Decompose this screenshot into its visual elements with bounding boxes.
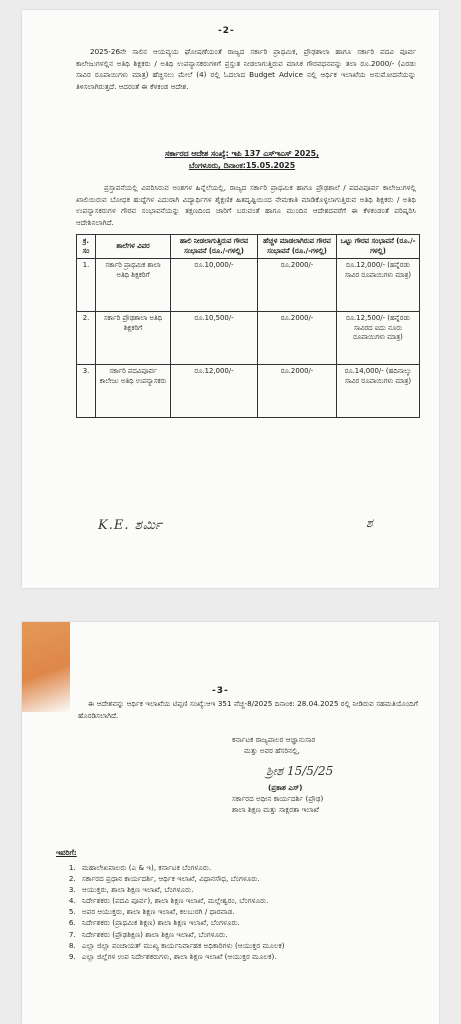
authority-block	[232, 734, 422, 756]
cell-current: ರೂ.12,000/-	[171, 365, 258, 418]
list-item: 7. ನಿರ್ದೇಶಕರು (ಪ್ರೌಢಶಿಕ್ಷಣ) ಶಾಲಾ ಶಿಕ್ಷಣ ಇಲಾಖೆ, ಬೆಂಗಳೂರು.	[78, 929, 438, 940]
table-row	[77, 312, 420, 365]
list-item: 5. ಅಪರ ಆಯುಕ್ತರು, ಶಾಲಾ ಶಿಕ್ಷಣ ಇಲಾಖೆ, ಕಲಬುರಗಿ / ಧಾರವಾಡ.	[78, 906, 438, 917]
cell-total: ರೂ.12,500/- (ಹನ್ನೆರಡು ಸಾವಿರದ ಐದು ನೂರು ರೂಪಾಯಿಗಳು ಮಾತ್ರ)	[337, 312, 420, 365]
copy-list	[62, 862, 438, 962]
header-total: ಒಟ್ಟು ಗೌರವ ಸಂಭಾವನೆ (ರೂ./-ಗಳಲ್ಲಿ)	[337, 235, 420, 259]
authority-line: ಕರ್ನಾಟಕ ರಾಜ್ಯಪಾಲರ ಆಜ್ಞಾನುಸಾರ	[232, 735, 316, 744]
honorarium-table	[76, 234, 420, 418]
document-page-3	[22, 622, 439, 1024]
page-number: -2-	[218, 26, 235, 36]
cell-category: ಸರ್ಕಾರಿ ಪ್ರಾಥಮಿಕ ಶಾಲಾ ಅತಿಥಿ ಶಿಕ್ಷಕರಿಗೆ	[96, 259, 171, 312]
cell-current: ರೂ.10,000/-	[171, 259, 258, 312]
cell-category: ಸರ್ಕಾರಿ ಪದವಿಪೂರ್ವ ಕಾಲೇಜು ಅತಿಥಿ ಉಪನ್ಯಾಸಕರು	[96, 365, 171, 418]
order-number: ಸರ್ಕಾರದ ಆದೇಶ ಸಂಖ್ಯೆ: ಇಪಿ 137 ಎಸ್‌ಇಎಸ್ 2025,	[164, 149, 320, 158]
cell-serial: 1.	[77, 259, 96, 312]
header-current-honorarium: ಹಾಲಿ ನೀಡಲಾಗುತ್ತಿರುವ ಗೌರವ ಸಂಭಾವನೆ (ರೂ./-ಗಳಲ್ಲಿ)	[171, 235, 258, 259]
cell-increase: ರೂ.2000/-	[258, 259, 337, 312]
table-header-row	[77, 235, 420, 259]
authority-line: ಮತ್ತು ಅವರ ಹೆಸರಿನಲ್ಲಿ,	[244, 746, 300, 756]
page-number: -3-	[212, 686, 229, 696]
initials-signature: K.E. ಶರ್ಮಿ	[98, 518, 163, 533]
cell-total: ರೂ.14,000/- (ಹದಿನಾಲ್ಕು ಸಾವಿರ ರೂಪಾಯಿಗಳು ಮಾತ್ರ)	[337, 365, 420, 418]
signatory-name: (ಪ್ರಕಾಶ ಎಸ್)	[268, 783, 303, 792]
handwritten-signature: ಶ್ರೀಶ 15/5/25	[266, 764, 334, 778]
list-item: 4. ನಿರ್ದೇಶಕರು (ಪದವಿ ಪೂರ್ವ), ಶಾಲಾ ಶಿಕ್ಷಣ ಇಲಾಖೆ, ಮಲ್ಲೇಶ್ವರಂ, ಬೆಂಗಳೂರು.	[78, 895, 438, 906]
signatory-department: ಶಾಲಾ ಶಿಕ್ಷಣ ಮತ್ತು ಸಾಕ್ಷರತಾ ಇಲಾಖೆ	[232, 805, 320, 815]
signatory-block	[232, 782, 422, 816]
concurrence-paragraph: ಈ ಆದೇಶವನ್ನು ಆರ್ಥಿಕ ಇಲಾಖೆಯ ಟಿಪ್ಪಣಿ ಸಂಖ್ಯೆ:ಆಇ 351 ವೆಚ್ಚ-8/2025 ದಿನಾಂಕ: 28.04.2025 ರಲ್ಲಿ ನೀಡಿರುವ ಸಹಮತಿಯೊಂದಿಗೆ ಹೊರಡಿಸಲಾಗಿದೆ.	[78, 699, 418, 720]
order-heading	[112, 148, 372, 172]
list-item: 9. ಎಲ್ಲಾ ಜಿಲ್ಲೆಗಳ ಉಪ ನಿರ್ದೇಶಕರುಗಳು, ಶಾಲಾ ಶಿಕ್ಷಣ ಇಲಾಖೆ (ಆಯುಕ್ತರ ಮೂಲಕ).	[78, 951, 438, 962]
list-item: 6. ನಿರ್ದೇಶಕರು (ಪ್ರಾಥಮಿಕ ಶಿಕ್ಷಣ) ಶಾಲಾ ಶಿಕ್ಷಣ ಇಲಾಖೆ, ಬೆಂಗಳೂರು.	[78, 917, 438, 928]
cell-current: ರೂ.10,500/-	[171, 312, 258, 365]
document-page-2	[22, 10, 439, 588]
copies-title: ಇವರಿಗೆ:	[56, 848, 77, 857]
signatory-designation: ಸರ್ಕಾರದ ಅಧೀನ ಕಾರ್ಯದರ್ಶಿ (ಪ್ರೌಢ)	[232, 794, 324, 804]
cell-total: ರೂ.12,000/- (ಹನ್ನೆರಡು ಸಾವಿರ ರೂಪಾಯಿಗಳು ಮಾತ್ರ)	[337, 259, 420, 312]
cell-category: ಸರ್ಕಾರಿ ಪ್ರೌಢಶಾಲಾ ಅತಿಥಿ ಶಿಕ್ಷಕರಿಗೆ	[96, 312, 171, 365]
list-item: 2. ಸರ್ಕಾರದ ಪ್ರಧಾನ ಕಾರ್ಯದರ್ಶಿ, ಆರ್ಥಿಕ ಇಲಾಖೆ, ವಿಧಾನಸೌಧ, ಬೆಂಗಳೂರು.	[78, 873, 438, 884]
list-item: 3. ಆಯುಕ್ತರು, ಶಾಲಾ ಶಿಕ್ಷಣ ಇಲಾಖೆ, ಬೆಂಗಳೂರು.	[78, 884, 438, 895]
initials-mark: ಶ	[366, 516, 373, 530]
cell-increase: ರೂ.2000/-	[258, 312, 337, 365]
header-school-details: ಶಾಲೆಗಳ ವಿವರ	[96, 235, 171, 259]
order-body-paragraph: ಪ್ರಸ್ತಾವನೆಯಲ್ಲಿ ವಿವರಿಸಿರುವ ಅಂಶಗಳ ಹಿನ್ನೆಲೆಯಲ್ಲಿ, ರಾಜ್ಯದ ಸರ್ಕಾರಿ ಪ್ರಾಥಮಿಕ ಹಾಗೂ ಪ್ರೌಢಶಾಲೆ / ಪದವಿಪೂರ್ವ ಕಾಲೇಜುಗಳಲ್ಲಿ ಖಾಲಿಯಿರುವ ಬೋಧಕ ಹುದ್ದೆಗಳ ಎದುರಾಗಿ ವಿದ್ಯಾರ್ಥಿಗಳ ಶೈಕ್ಷಣಿಕ ಹಿತದೃಷ್ಟಿಯಿಂದ ನೇಮಕಾತಿ ಮಾಡಿಕೊಳ್ಳಲಾಗುತ್ತಿರುವ ಅತಿಥಿ ಶಿಕ್ಷಕರು / ಅತಿಥಿ ಉಪನ್ಯಾಸಕರುಗಳ ಗೌರವ ಸಂಭಾವನೆಯನ್ನು ತಕ್ಷಣದಿಂದ ಜಾರಿಗೆ ಬರುವಂತೆ ಹಾಗೂ ಮುಂದಿನ ಆದೇಶದವರೆಗೆ ಈ ಕೆಳಕಂಡಂತೆ ಪರಿಷ್ಕರಿಸಿ ಆದೇಶಿಸಲಾಗಿದೆ.	[76, 183, 416, 227]
header-increase: ಹೆಚ್ಚಳ ಮಾಡಲಾಗಿರುವ ಗೌರವ ಸಂಭಾವನೆ (ರೂ./-ಗಳಲ್ಲಿ)	[258, 235, 337, 259]
header-serial: ಕ್ರ. ಸಂ	[77, 235, 96, 259]
cell-serial: 3.	[77, 365, 96, 418]
cell-increase: ರೂ.2000/-	[258, 365, 337, 418]
list-item: 1. ಮಹಾಲೇಖಪಾಲರು (ಎ & ಇ), ಕರ್ನಾಟಕ ಬೆಂಗಳೂರು.	[78, 862, 438, 873]
table-row	[77, 365, 420, 418]
table-row	[77, 259, 420, 312]
list-item: 8. ಎಲ್ಲಾ ಜಿಲ್ಲಾ ಪಂಚಾಯತ್ ಮುಖ್ಯ ಕಾರ್ಯನಿರ್ವಾಹಕ ಅಧಿಕಾರಿಗಳು (ಆಯುಕ್ತರ ಮೂಲಕ)	[78, 940, 438, 951]
order-date: ಬೆಂಗಳೂರು, ದಿನಾಂಕ:15.05.2025	[188, 161, 296, 170]
page-corner-shade	[22, 622, 70, 712]
intro-paragraph: 2025-26ನೇ ಸಾಲಿನ ಆಯವ್ಯಯ ಘೋಷಣೆಯಂತೆ ರಾಜ್ಯದ ಸರ್ಕಾರಿ ಪ್ರಾಥಮಿಕ, ಪ್ರೌಢಶಾಲಾ ಹಾಗೂ ಸರ್ಕಾರಿ ಪದವಿ ಪೂರ್ವ ಕಾಲೇಜುಗಳಲ್ಲಿನ ಅತಿಥಿ ಶಿಕ್ಷಕರು / ಅತಿಥಿ ಉಪನ್ಯಾಸಕರುಗಳಿಗೆ ಪ್ರಸ್ತುತ ನೀಡಲಾಗುತ್ತಿರುವ ಮಾಸಿಕ ಗೌರವಧನವನ್ನು ತಲಾ ರೂ.2000/- (ಎರಡು ಸಾವಿರ ರೂಪಾಯಿಗಳು ಮಾತ್ರ) ಹೆಚ್ಚಿಸಲು ಮೇಲೆ (4) ರಲ್ಲಿ ಓದಲಾದ Budget Advice ನಲ್ಲಿ ಆರ್ಥಿಕ ಇಲಾಖೆಯ ಅನುಮೋದನೆಯನ್ನು ತಿಳಿಸಲಾಗಿರುತ್ತದೆ. ಆದರಂತೆ ಈ ಕೆಳಕಂಡ ಆದೇಶ.	[76, 47, 416, 91]
cell-serial: 2.	[77, 312, 96, 365]
